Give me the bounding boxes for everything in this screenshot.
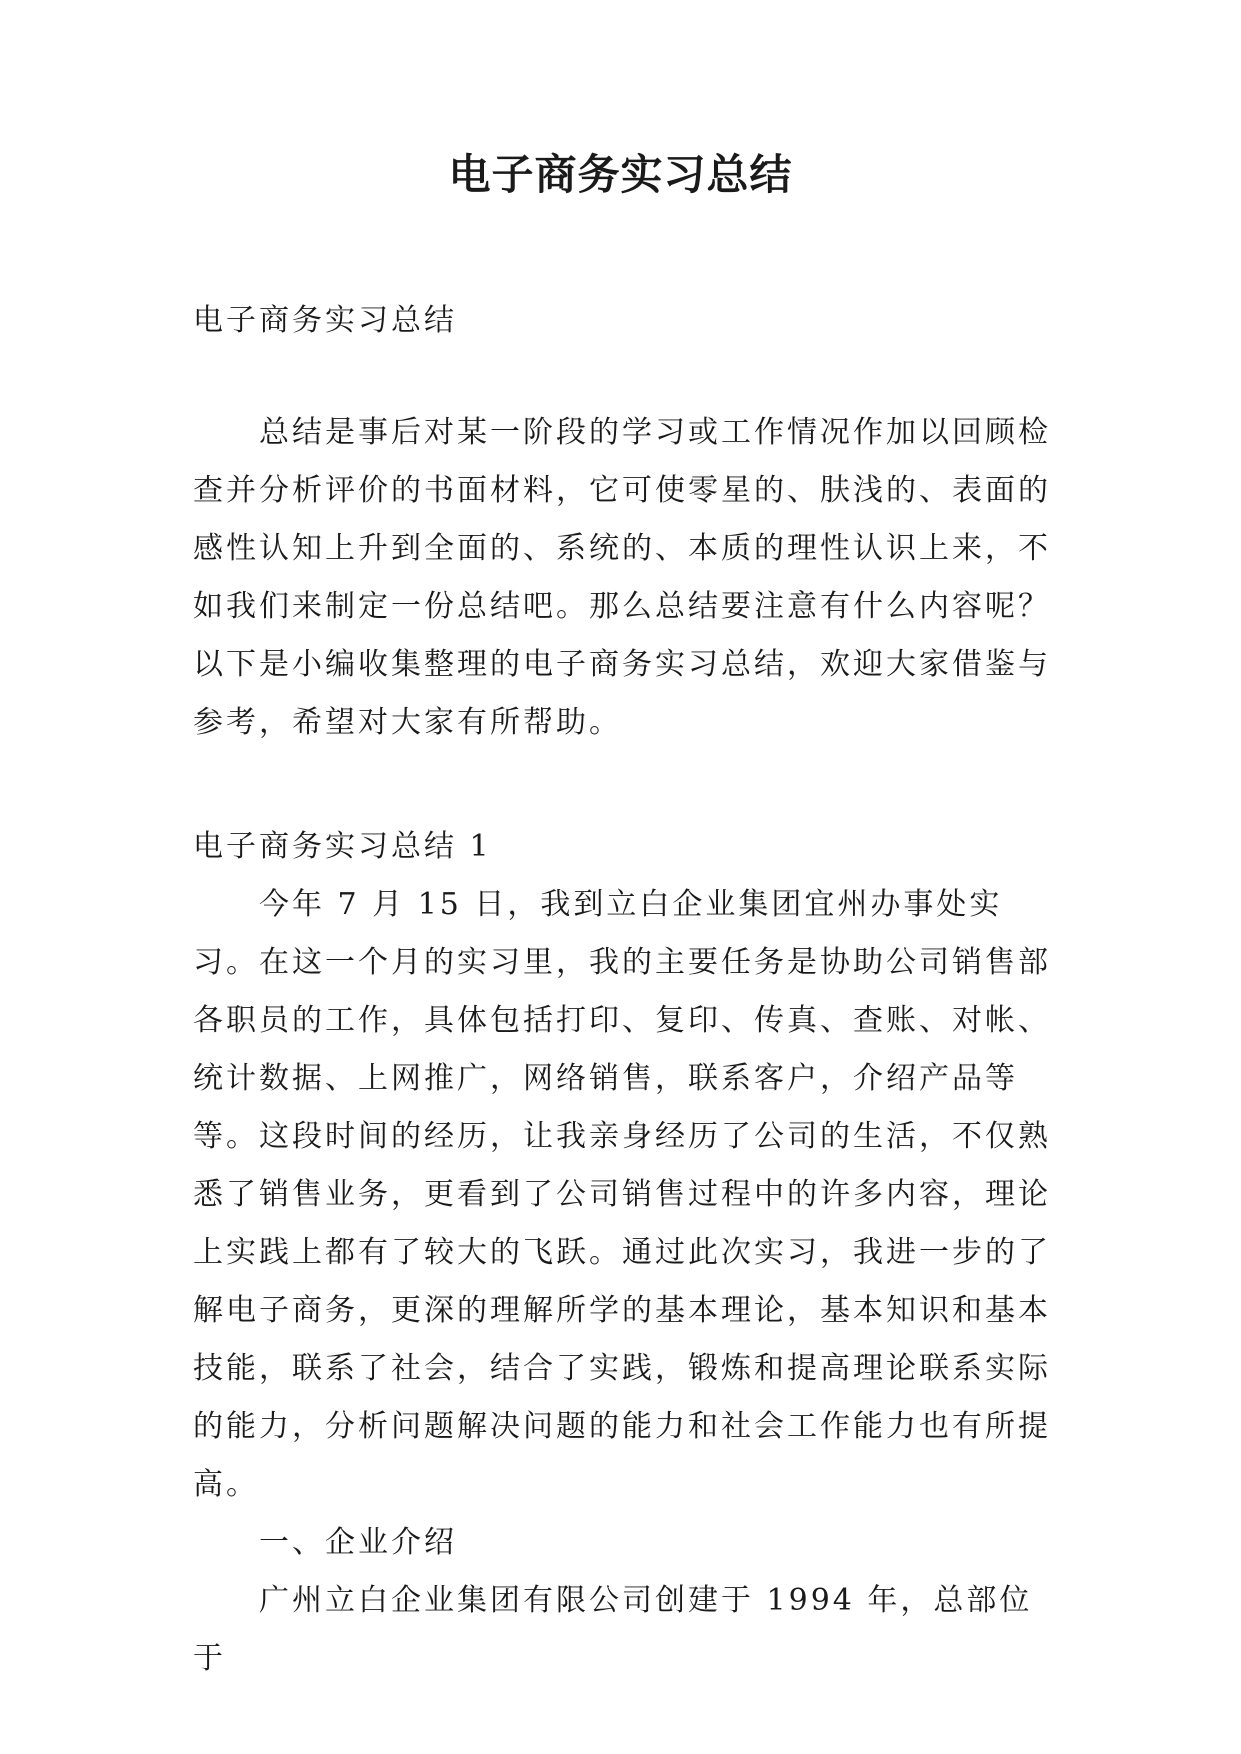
section-1-heading: 电子商务实习总结 1	[193, 829, 492, 864]
document-title: 电子商务实习总结	[448, 150, 793, 199]
intro-paragraph: 总结是事后对某一阶段的学习或工作情况作加以回顾检查并分析评价的书面材料，它可使零星的、肤浅的、表面的感性认知上升到全面的、系统的、本质的理性认识上来，不如我们来制定一份总结吧。那么总结要注意有什么内容呢？以下是小编收集整理的电子商务实习总结，欢迎大家借鉴与参考，希望对大家有所帮助。	[193, 415, 1051, 740]
section-1-subheading: 一、企业介绍	[259, 1525, 457, 1560]
section-1-paragraph-1: 今年 7 月 15 日，我到立白企业集团宜州办事处实习。在这一个月的实习里，我的主要任务是协助公司销售部各职员的工作，具体包括打印、复印、传真、查账、对帐、统计数据、上网推广，网络销售，联系客户，介绍产品等等。这段时间的经历，让我亲身经历了公司的生活，不仅熟悉了销售业务，更看到了公司销售过程中的许多内容，理论上实践上都有了较大的飞跃。通过此次实习，我进一步的了解电子商务，更深的理解所学的基本理论，基本知识和基本技能，联系了社会，结合了实践，锻炼和提高理论联系实际的能力，分析问题解决问题的能力和社会工作能力也有所提高。	[193, 887, 1051, 1502]
document-subtitle: 电子商务实习总结	[193, 303, 457, 338]
section-1-body	[193, 876, 1053, 1688]
intro-section	[193, 404, 1053, 752]
section-1-paragraph-2: 广州立白企业集团有限公司创建于 1994 年，总部位于	[193, 1583, 1033, 1676]
